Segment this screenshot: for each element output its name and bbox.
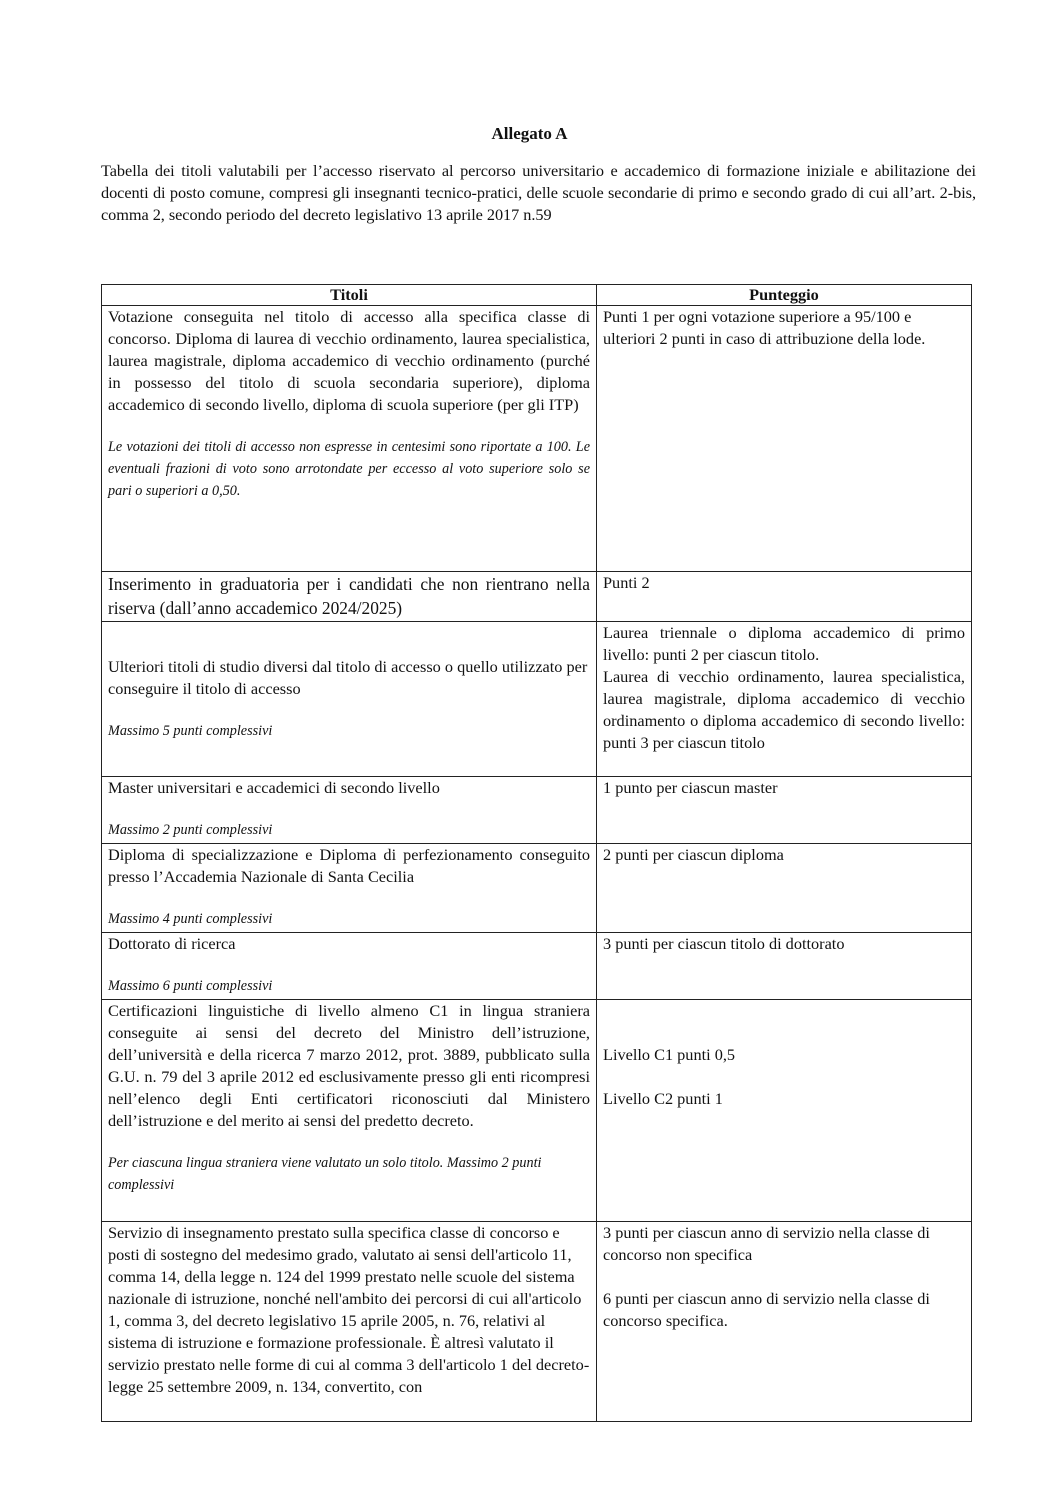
punteggio-cell: [597, 572, 972, 622]
punteggio-text: 2 punti per ciascun diploma: [603, 845, 784, 864]
titolo-cell: [102, 933, 597, 1000]
punteggio-cell: [597, 622, 972, 777]
titolo-cell: [102, 844, 597, 933]
header-titoli: Titoli: [102, 285, 597, 306]
punteggio-cell: [597, 777, 972, 844]
titolo-note: Massimo 4 punti complessivi: [108, 911, 273, 927]
punteggio-text: Punti 1 per ogni votazione superiore a 95/100 e ulteriori 2 punti in caso di attribuzione della lode.: [603, 307, 926, 348]
table-row: [102, 622, 972, 777]
titolo-text: Votazione conseguita nel titolo di accesso alla specifica classe di concorso. Diploma di laurea di vecchio ordinamento, laurea specialistica, laurea magistrale, diploma accademico di vecchio ordinamento (purché in possesso del titolo di scuola secondaria superiore), diploma accademico di secondo livello, diploma di scuola superiore (per gli ITP): [108, 307, 590, 414]
titolo-text: Inserimento in graduatoria per i candidati che non rientrano nella riserva (dall’anno accademico 2024/2025): [108, 574, 590, 618]
punteggio-text: 3 punti per ciascun titolo di dottorato: [603, 934, 845, 953]
titolo-cell: [102, 622, 597, 777]
punteggio-cell: [597, 933, 972, 1000]
titolo-note: Le votazioni dei titoli di accesso non espresse in centesimi sono riportate a 100. Le eventuali frazioni di voto sono arrotondate per eccesso al voto superiore solo se pari o superiori a 0,50.: [108, 439, 590, 499]
titolo-text: Certificazioni linguistiche di livello almeno C1 in lingua straniera conseguite ai sensi del decreto del Ministro dell’istruzione, dell’università e della ricerca 7 marzo 2012, prot. 3889, pubblicato sulla G.U. n. 79 del 3 aprile 2012 ed esclusivamente presso gli enti ricompresi nell’elenco degli Enti certificatori riconosciuti dal Ministero dell’istruzione e del merito ai sensi del predetto decreto.: [108, 1001, 590, 1130]
titolo-text: Ulteriori titoli di studio diversi dal titolo di accesso o quello utilizzato per conseguire il titolo di accesso: [108, 657, 588, 698]
punteggio-text: Punti 2: [603, 573, 650, 592]
header-punteggio: Punteggio: [597, 285, 972, 306]
titolo-note: Massimo 6 punti complessivi: [108, 978, 273, 994]
punteggio-cell: [597, 306, 972, 572]
document-intro: Tabella dei titoli valutabili per l’accesso riservato al percorso universitario e accademico di formazione iniziale e abilitazione dei docenti di posto comune, compresi gli insegnanti tecnico-pratici, delle scuole secondarie di primo e secondo grado di cui all’art. 2-bis, comma 2, secondo periodo del decreto legislativo 13 aprile 2017 n.59: [101, 161, 976, 224]
titolo-cell: [102, 306, 597, 572]
titolo-note: Massimo 2 punti complessivi: [108, 822, 273, 838]
titolo-text: Dottorato di ricerca: [108, 934, 236, 953]
titolo-cell: [102, 572, 597, 622]
punteggio-cell: [597, 1000, 972, 1222]
table-row: [102, 844, 972, 933]
punteggio-text: Livello C1 punti 0,5: [603, 1045, 736, 1064]
titolo-cell: [102, 1222, 597, 1422]
punteggio-text: 3 punti per ciascun anno di servizio nella classe di concorso non specifica: [603, 1223, 930, 1264]
punteggio-text: 6 punti per ciascun anno di servizio nella classe di concorso specifica.: [603, 1289, 930, 1330]
table-row: [102, 933, 972, 1000]
punteggio-cell: [597, 844, 972, 933]
titolo-cell: [102, 777, 597, 844]
document-title: Allegato A: [491, 124, 568, 143]
punteggio-text: Laurea di vecchio ordinamento, laurea specialistica, laurea magistrale, diploma accademico di vecchio ordinamento o diploma accademico di secondo livello: punti 3 per ciascun titolo: [603, 667, 965, 752]
table-row: [102, 1222, 972, 1422]
titles-table: [101, 284, 972, 1422]
titolo-text: Servizio di insegnamento prestato sulla specifica classe di concorso e posti di sostegno del medesimo grado, valutato ai sensi dell'articolo 11, comma 14, della legge n. 124 del 1999 prestato nelle scuole del sistema nazionale di istruzione, nonché nell'ambito dei percorsi di cui all'articolo 1, comma 3, del decreto legislativo 15 aprile 2005, n. 76, relativi al sistema di istruzione e formazione professionale. È altresì valutato il servizio prestato nelle forme di cui al comma 3 dell'articolo 1 del decreto-legge 25 settembre 2009, n. 134, convertito, con: [108, 1223, 590, 1396]
punteggio-text: Laurea triennale o diploma accademico di primo livello: punti 2 per ciascun titolo.: [603, 623, 965, 664]
punteggio-text: 1 punto per ciascun master: [603, 778, 778, 797]
table-row: [102, 306, 972, 572]
punteggio-text: Livello C2 punti 1: [603, 1089, 723, 1108]
table-header-row: [102, 285, 972, 306]
table-row: [102, 572, 972, 622]
table-row: [102, 777, 972, 844]
titolo-text: Master universitari e accademici di secondo livello: [108, 778, 440, 797]
titolo-text: Diploma di specializzazione e Diploma di perfezionamento conseguito presso l’Accademia Nazionale di Santa Cecilia: [108, 845, 590, 886]
titolo-cell: [102, 1000, 597, 1222]
titolo-note: Massimo 5 punti complessivi: [108, 723, 273, 739]
table-row: [102, 1000, 972, 1222]
titolo-note: Per ciascuna lingua straniera viene valutato un solo titolo. Massimo 2 punti complessivi: [108, 1155, 542, 1193]
punteggio-cell: [597, 1222, 972, 1422]
